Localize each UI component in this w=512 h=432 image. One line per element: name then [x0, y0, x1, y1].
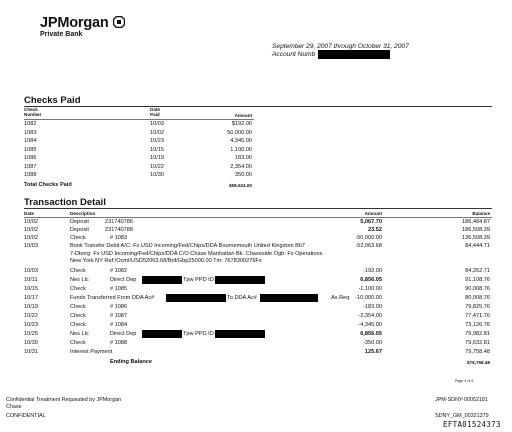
- txn-reference: Direct Dep: [110, 277, 137, 283]
- redaction-block: [166, 294, 226, 302]
- col-check-number: Check Number: [24, 107, 42, 117]
- check-amount: 1,100.00: [230, 146, 252, 153]
- txn-balance: 186,484.87: [462, 218, 490, 225]
- txn-check-number: # 1086: [110, 304, 128, 310]
- bank-logo-text: JPMorgan: [40, 15, 109, 31]
- txn-amount: -4,345.00: [358, 322, 382, 328]
- statement-period: September 29, 2007 through October 31, 2007: [272, 43, 409, 50]
- txn-date: 10/03: [24, 243, 38, 249]
- check-date: 10/30: [150, 172, 164, 178]
- txn-date: 10/02: [24, 234, 38, 241]
- txn-reference: Direct Dep: [110, 331, 137, 337]
- check-number: 1087: [24, 163, 37, 170]
- txn-description: Funds Transferred From DDA Ac#: [70, 295, 155, 301]
- check-number: 1088: [24, 172, 37, 178]
- txn-description: Nes Llc: [70, 277, 89, 283]
- footer-confidential-request: Confidential Treatment Requested by JPMorgan: [6, 397, 122, 403]
- octagon-logo-icon: [113, 16, 125, 28]
- txn-check-number: # 1082: [110, 268, 128, 274]
- footer-bates-sdny: SDNY_GM_00321379: [435, 413, 489, 419]
- total-checks-label: Total Checks Paid: [24, 182, 72, 188]
- check-number: 1085: [24, 146, 37, 153]
- txn-balance: 91,108.76: [465, 277, 490, 283]
- txn-balance: 80,008.76: [465, 295, 490, 301]
- checks-paid-title: Checks Paid: [24, 95, 81, 106]
- txn-description: Interest Payment: [70, 349, 113, 355]
- page-number: Page 4 of 6: [455, 379, 474, 383]
- txn-amount: -350.00: [363, 340, 382, 346]
- txn-description: Check: [70, 268, 86, 274]
- bank-subtitle: Private Bank: [40, 31, 83, 38]
- txn-description: Check: [70, 313, 86, 319]
- check-amount: 50,000.00: [227, 129, 252, 136]
- divider: [24, 217, 492, 218]
- transaction-detail-title: Transaction Detail: [24, 197, 106, 208]
- txn-amount: -10,000.00: [355, 295, 382, 301]
- redaction-block: [142, 276, 182, 284]
- txn-amount: 125.67: [364, 349, 382, 355]
- txn-amount: -1,100.00: [358, 286, 382, 292]
- col-amount: Amount: [364, 211, 382, 216]
- txn-amount: 23.52: [368, 226, 382, 233]
- txn-description: Deposit: [70, 226, 89, 233]
- txn-reference-2: As Req: [331, 295, 350, 301]
- check-amount: 4,345.00: [230, 138, 252, 144]
- check-number: 1082: [24, 121, 37, 127]
- txn-amount: -50,000.00: [355, 234, 382, 241]
- txn-check-number: # 1083: [110, 234, 128, 241]
- divider: [24, 119, 254, 120]
- redaction-block: [318, 50, 390, 59]
- txn-date: 10/30: [24, 340, 38, 346]
- txn-balance: 136,508.39: [462, 234, 490, 241]
- txn-balance: 84,252.71: [465, 268, 490, 274]
- txn-description: Deposit: [70, 218, 89, 225]
- check-date: 10/02: [150, 129, 164, 136]
- txn-check-number: # 1088: [110, 340, 128, 346]
- txn-description: Check: [70, 304, 86, 310]
- txn-date: 10/03: [24, 268, 38, 274]
- check-amount: 2,354.00: [230, 163, 252, 170]
- txn-amount: 6,856.05: [360, 277, 382, 283]
- txn-balance: 79,632.81: [465, 340, 490, 346]
- check-date: 10/15: [150, 146, 164, 153]
- txn-description: Check: [70, 234, 86, 241]
- txn-description: Check: [70, 286, 86, 292]
- txn-description: Check: [70, 340, 86, 346]
- redaction-block: [215, 330, 265, 338]
- txn-balance: 90,008.76: [465, 286, 490, 292]
- check-date: 10/23: [150, 138, 164, 144]
- txn-balance: 79,982.81: [465, 331, 490, 337]
- txn-description: Check: [70, 322, 86, 328]
- check-number: 1083: [24, 129, 37, 136]
- txn-date: 10/23: [24, 322, 38, 328]
- footer-bates-jpm: JPM-SDNY-00052181: [435, 397, 488, 403]
- efta-stamp: EFTA01524373: [443, 420, 501, 429]
- txn-amount: -2,354.00: [358, 313, 382, 319]
- txn-amount: 5,067.70: [360, 218, 382, 225]
- check-date: 10/03: [150, 121, 164, 127]
- col-date-paid: Date Paid: [150, 107, 160, 117]
- txn-check-number: # 1085: [110, 286, 128, 292]
- redaction-block: [260, 294, 318, 302]
- txn-amount: -52,063.68: [355, 243, 382, 249]
- txn-reference-2: Tpw PPD ID:: [183, 331, 216, 337]
- check-date: 10/22: [150, 163, 164, 170]
- col-description: Description: [70, 211, 96, 216]
- txn-reference: 231740788: [105, 226, 133, 233]
- txn-date: 10/15: [24, 286, 38, 292]
- txn-amount: 6,856.05: [360, 331, 382, 337]
- txn-balance: 79,758.48: [465, 349, 490, 355]
- txn-balance: 186,508.39: [462, 226, 490, 233]
- ending-balance-value: $79,758.48: [467, 360, 490, 365]
- txn-reference: 231740786: [105, 218, 133, 225]
- txn-check-number: # 1084: [110, 322, 128, 328]
- txn-date: 10/19: [24, 304, 38, 310]
- txn-date: 10/02: [24, 226, 38, 233]
- txn-description: Book Transfer Debit A/C: Fx USD Incoming/Fed/Chips/DDA Bournemouth United Kingdom Bh7: [70, 243, 306, 249]
- redaction-block: [142, 330, 182, 338]
- check-amount: $192.00: [231, 121, 252, 127]
- txn-balance: 84,444.71: [465, 243, 490, 249]
- txn-date: 10/02: [24, 218, 38, 225]
- txn-description-continued: 7-Dborg: Fx USD Incoming/Fed/Chips/DDA C/O Chase Manhattan Bk. Chaseside Ogb: Fx Operations: [70, 250, 323, 257]
- ending-balance-label: Ending Balance: [110, 359, 152, 365]
- divider: [24, 208, 492, 209]
- check-number: 1086: [24, 155, 37, 161]
- divider: [24, 106, 492, 107]
- txn-balance: 73,126.76: [465, 322, 490, 328]
- col-balance: Balance: [472, 211, 490, 216]
- txn-reference: To DDA Ac#: [227, 295, 257, 301]
- txn-description: Nes Llc: [70, 331, 89, 337]
- txn-date: 10/17: [24, 295, 38, 301]
- check-amount: 350.00: [234, 172, 252, 178]
- txn-date: 10/22: [24, 313, 38, 319]
- check-number: 1084: [24, 138, 37, 144]
- txn-description-continued: New York NY Ref:/Ocmt/USD52063.68/Bnf/Gbp25000.00 Tm: 7678300276Fx: [70, 258, 262, 264]
- txn-date: 10/11: [24, 277, 38, 283]
- check-date: 10/19: [150, 155, 164, 161]
- txn-reference-2: Tpw PPD ID:: [183, 277, 216, 283]
- txn-balance: 77,471.76: [465, 313, 490, 319]
- txn-balance: 79,825.76: [465, 304, 490, 310]
- account-number-label: Account Numb: [272, 51, 316, 58]
- total-checks-value: $58,524.00: [229, 183, 252, 188]
- col-amount: Amount: [234, 113, 252, 118]
- txn-amount: -192.00: [363, 268, 382, 274]
- col-date: Date: [24, 211, 34, 216]
- footer-confidential: CONFIDENTIAL: [6, 413, 46, 419]
- txn-date: 10/31: [24, 349, 38, 355]
- txn-amount: -183.00: [363, 304, 382, 310]
- txn-date: 10/25: [24, 331, 38, 337]
- footer-chase: Chase: [6, 404, 22, 410]
- check-amount: 183.00: [234, 155, 252, 161]
- redaction-block: [215, 276, 265, 284]
- txn-check-number: # 1087: [110, 313, 128, 319]
